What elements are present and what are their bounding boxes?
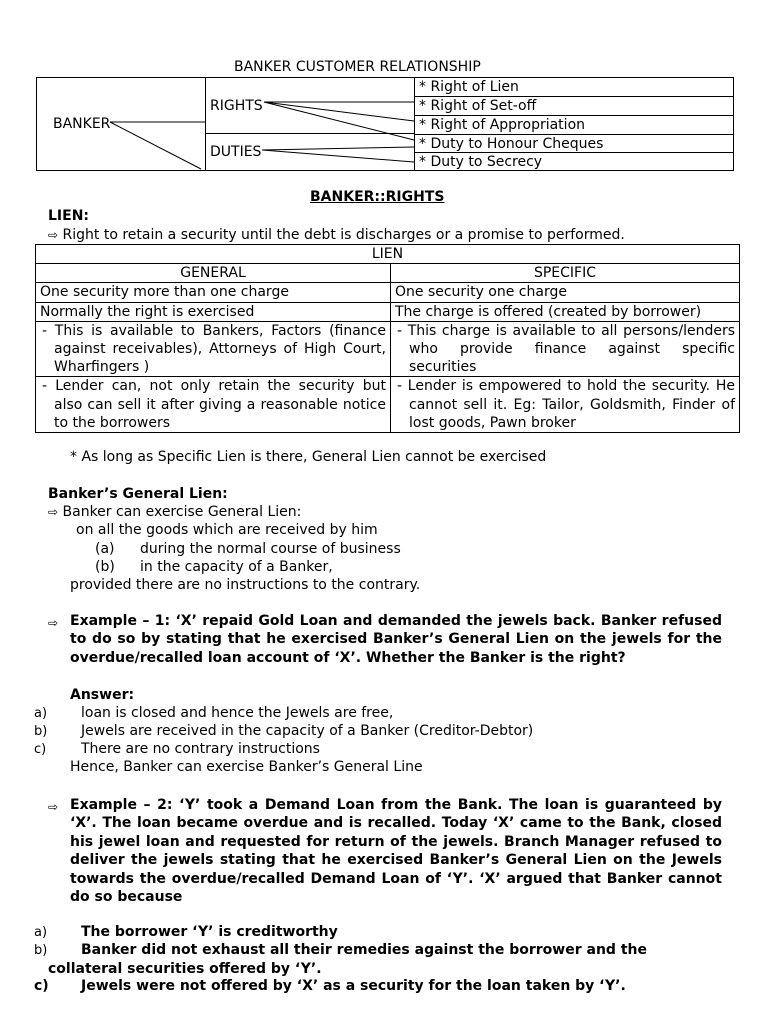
page-title: BANKER CUSTOMER RELATIONSHIP xyxy=(234,59,481,75)
example-1-conclusion: Hence, Banker can exercise Banker’s General Line xyxy=(70,759,423,775)
general-lien-line2: on all the goods which are received by him xyxy=(76,522,378,538)
table-header-row xyxy=(36,264,740,283)
example-1-text: Example – 1: ‘X’ repaid Gold Loan and demanded the jewels back. Banker refused to do so by stating that he exercised Banker’s General Lien on the jewels for the overdue/recalled loan account of ‘X’. Whether the Banker is the right? xyxy=(70,613,722,666)
general-lien-intro: ⇨ Banker can exercise General Lien: xyxy=(48,504,302,520)
lien-definition: ⇨ Right to retain a security until the debt is discharges or a promise to performed. xyxy=(48,227,625,243)
list-item: b) Banker did not exhaust all their remedies against the borrower and the xyxy=(34,942,647,958)
diagram-item: * Duty to Secrecy xyxy=(414,152,734,171)
column-header: SPECIFIC xyxy=(391,264,740,283)
diagram-branch-label: RIGHTS xyxy=(210,98,263,114)
diagram-root-label: BANKER xyxy=(53,116,111,132)
relationship-diagram xyxy=(36,77,734,171)
table-row: One security more than one charge One security one charge xyxy=(36,283,740,302)
diagram-item: * Right of Appropriation xyxy=(414,115,734,135)
example-2-text: Example – 2: ‘Y’ took a Demand Loan from the Bank. The loan is guaranteed by ‘X’. The loan became overdue and is recalled. Today ‘X’ came to the Bank, closed his jewel loan and requested for return of the jewels. Branch Manager refused to deliver the jewels stating that he exercised Banker’s General Lien on the Jewels towards the overdue/recalled Demand Loan of ‘Y’. ‘X’ argued that Banker cannot do so because xyxy=(70,797,722,906)
general-lien-proviso: provided there are no instructions to the contrary. xyxy=(70,577,421,593)
arrow-bullet-icon: ⇨ xyxy=(48,800,59,814)
section-title: BANKER::RIGHTS xyxy=(310,189,445,205)
table-row: - This is available to Bankers, Factors (finance against receivables), Attorneys of High Court, Wharfingers ) - This charge is available to all persons/lenders who provide finance against specific securities xyxy=(36,321,740,377)
diagram-connector-lines xyxy=(36,77,734,171)
general-lien-heading: Banker’s General Lien: xyxy=(48,486,228,502)
diagram-item: * Right of Set-off xyxy=(414,96,734,116)
diagram-item: * Right of Lien xyxy=(414,77,734,97)
column-header: GENERAL xyxy=(36,264,391,283)
answer-label: Answer: xyxy=(70,687,135,703)
lien-note: * As long as Specific Lien is there, General Lien cannot be exercised xyxy=(70,449,547,465)
list-item: (b) in the capacity of a Banker, xyxy=(95,559,333,575)
table-row: - Lender can, not only retain the security but also can sell it after giving a reasonable notice to the borrowers - Lender is empowered to hold the security. He cannot sell it. Eg: Tailor, Goldsmith, Finder of lost goods, Pawn broker xyxy=(36,377,740,433)
list-item: a) loan is closed and hence the Jewels are free, xyxy=(34,705,394,721)
list-item: c) There are no contrary instructions xyxy=(34,741,320,757)
diagram-item: * Duty to Honour Cheques xyxy=(414,134,734,153)
list-item: (a) during the normal course of business xyxy=(95,541,401,557)
arrow-bullet-icon: ⇨ xyxy=(48,616,59,630)
lien-comparison-table xyxy=(35,244,740,433)
arrow-bullet-icon: ⇨ xyxy=(48,228,59,242)
list-item-continuation: collateral securities offered by ‘Y’. xyxy=(48,961,322,977)
list-item: a) The borrower ‘Y’ is creditworthy xyxy=(34,924,338,940)
table-title-row: LIEN xyxy=(36,245,740,264)
list-item: c) Jewels were not offered by ‘X’ as a security for the loan taken by ‘Y’. xyxy=(34,978,626,994)
diagram-branch-label: DUTIES xyxy=(210,144,262,160)
arrow-bullet-icon: ⇨ xyxy=(48,505,59,519)
table-row: Normally the right is exercised The charge is offered (created by borrower) xyxy=(36,302,740,321)
lien-heading: LIEN: xyxy=(48,208,90,224)
list-item: b) Jewels are received in the capacity of a Banker (Creditor-Debtor) xyxy=(34,723,534,739)
